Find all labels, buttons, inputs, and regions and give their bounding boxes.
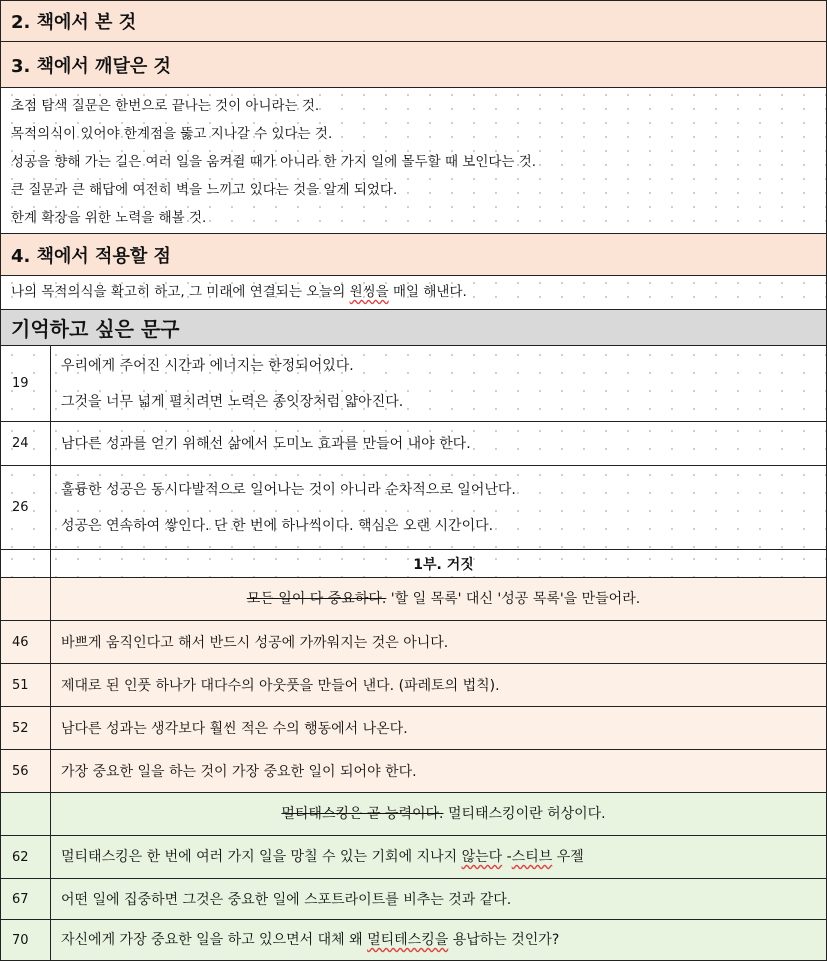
lie-1-rest: '할 일 목록' 대신 '성공 목록'을 만들어라. — [386, 591, 641, 607]
quote-row-67 — [0, 879, 827, 920]
quote-text: 어떤 일에 집중하면 그것은 중요한 일에 스포트라이트를 비추는 것과 같다. — [61, 892, 512, 908]
quote-text: 남다른 성과는 생각보다 훨씬 적은 수의 행동에서 나온다. — [61, 721, 408, 737]
part-1-header — [0, 550, 827, 578]
quote-line-1: 우리에게 주어진 시간과 에너지는 한정되어있다. — [61, 357, 354, 374]
quote-text — [51, 422, 826, 465]
quotes-header — [0, 310, 827, 346]
section-4-header — [0, 234, 827, 276]
part-1-title: 1부. 거짓 — [413, 556, 474, 573]
lie-2-rest: 멀티태스킹이란 허상이다. — [443, 806, 606, 822]
quote-text: 제대로 된 인풋 하나가 대다수의 아웃풋을 만들어 낸다. (파레토의 법칙). — [61, 678, 500, 694]
apply-text-wavy: 원씽을 — [349, 284, 389, 300]
quote-62-post: 우젤 — [552, 849, 584, 865]
quote-70-pre: 자신에게 가장 중요한 일을 하고 있으면서 대체 왜 — [61, 932, 368, 948]
lie-1-strike: 모든 일이 다 중요하다. — [246, 591, 387, 607]
quote-62-pre: 멀티태스킹은 한 번에 여러 가지 일을 망칠 수 있는 기회에 지나지 — [61, 849, 462, 865]
page-number: 26 — [1, 466, 51, 549]
page-number: 67 — [1, 879, 51, 919]
quote-line-2: 성공은 연속하여 쌓인다. 단 한 번에 하나씩이다. 핵심은 오랜 시간이다. — [61, 517, 494, 534]
quote-line-1: 훌륭한 성공은 동시다발적으로 일어나는 것이 아니라 순차적으로 일어난다. — [61, 481, 516, 498]
insight-line-4: 큰 질문과 큰 해답에 여전히 벽을 느끼고 있다는 것을 알게 되었다. — [11, 182, 398, 198]
lie-2-row — [0, 793, 827, 836]
page-number: 70 — [1, 920, 51, 960]
section-2-header — [0, 0, 827, 42]
quote-row-52 — [0, 707, 827, 750]
quote-62-mid: - — [502, 849, 512, 865]
quotes-title: 기억하고 싶은 문구 — [11, 317, 180, 341]
insight-line-2: 목적의식이 있어야 한계점을 뚫고 지나갈 수 있다는 것. — [11, 126, 333, 142]
quote-row-62 — [0, 836, 827, 879]
section-2-title: 2. 책에서 본 것 — [11, 12, 137, 33]
quote-line-2: 그것을 너무 넓게 펼치려면 노력은 종잇장처럼 얇아진다. — [61, 393, 404, 410]
page-number: 51 — [1, 664, 51, 706]
page-number-empty — [1, 793, 51, 835]
page-number: 24 — [1, 422, 51, 465]
page-number: 56 — [1, 750, 51, 792]
page-number: 62 — [1, 836, 51, 878]
quote-text — [51, 466, 826, 549]
section-3-header — [0, 42, 827, 88]
page-number: 52 — [1, 707, 51, 749]
page-number-empty — [1, 550, 51, 577]
lie-2-strike: 멀티태스킹은 곧 능력이다. — [281, 806, 444, 822]
quote-62-wavy-2: 스티브 — [511, 849, 553, 865]
quote-text — [51, 346, 826, 421]
quote-text: 바쁘게 움직인다고 해서 반드시 성공에 가까워지는 것은 아니다. — [61, 635, 449, 651]
quote-text — [51, 920, 826, 960]
apply-line — [11, 278, 816, 306]
quote-row-24 — [0, 422, 827, 466]
section-4-title: 4. 책에서 적용할 점 — [11, 245, 171, 267]
page-number-empty — [1, 578, 51, 620]
quote-text — [51, 836, 826, 878]
quote-row-26 — [0, 466, 827, 550]
quote-row-70 — [0, 920, 827, 961]
section-3-title: 3. 책에서 깨달은 것 — [11, 55, 171, 77]
quote-70-post: 용납하는 것인가? — [448, 932, 560, 948]
insight-line-3: 성공을 향해 가는 길은 여러 일을 움켜쥘 때가 아니라 한 가지 일에 몰두할 때 보인다는 것. — [11, 154, 537, 170]
quote-row-19 — [0, 346, 827, 422]
quote-text: 가장 중요한 일을 하는 것이 가장 중요한 일이 되어야 한다. — [61, 764, 417, 780]
lie-1-text — [51, 578, 826, 620]
section-3-body — [0, 88, 827, 234]
quote-62-wavy-1: 않는다 — [461, 849, 503, 865]
quote-row-51 — [0, 664, 827, 707]
page-number: 46 — [1, 621, 51, 663]
lie-2-text — [51, 793, 826, 835]
quote-line-1: 남다른 성과를 얻기 위해선 삶에서 도미노 효과를 만들어 내야 한다. — [61, 435, 471, 452]
lie-1-row — [0, 578, 827, 621]
insight-line-5: 한계 확장을 위한 노력을 해볼 것. — [11, 210, 207, 226]
insight-line-1: 초점 탐색 질문은 한번으로 끝나는 것이 아니라는 것. — [11, 98, 320, 114]
quote-70-wavy: 멀티테스킹을 — [367, 932, 449, 948]
quote-row-56 — [0, 750, 827, 793]
apply-text-pre: 나의 목적의식을 확고히 하고, 그 미래에 연결되는 오늘의 — [11, 284, 350, 300]
apply-text-post: 매일 해낸다. — [388, 284, 467, 300]
section-4-body — [0, 276, 827, 310]
quote-row-46 — [0, 621, 827, 664]
page-number: 19 — [1, 346, 51, 421]
